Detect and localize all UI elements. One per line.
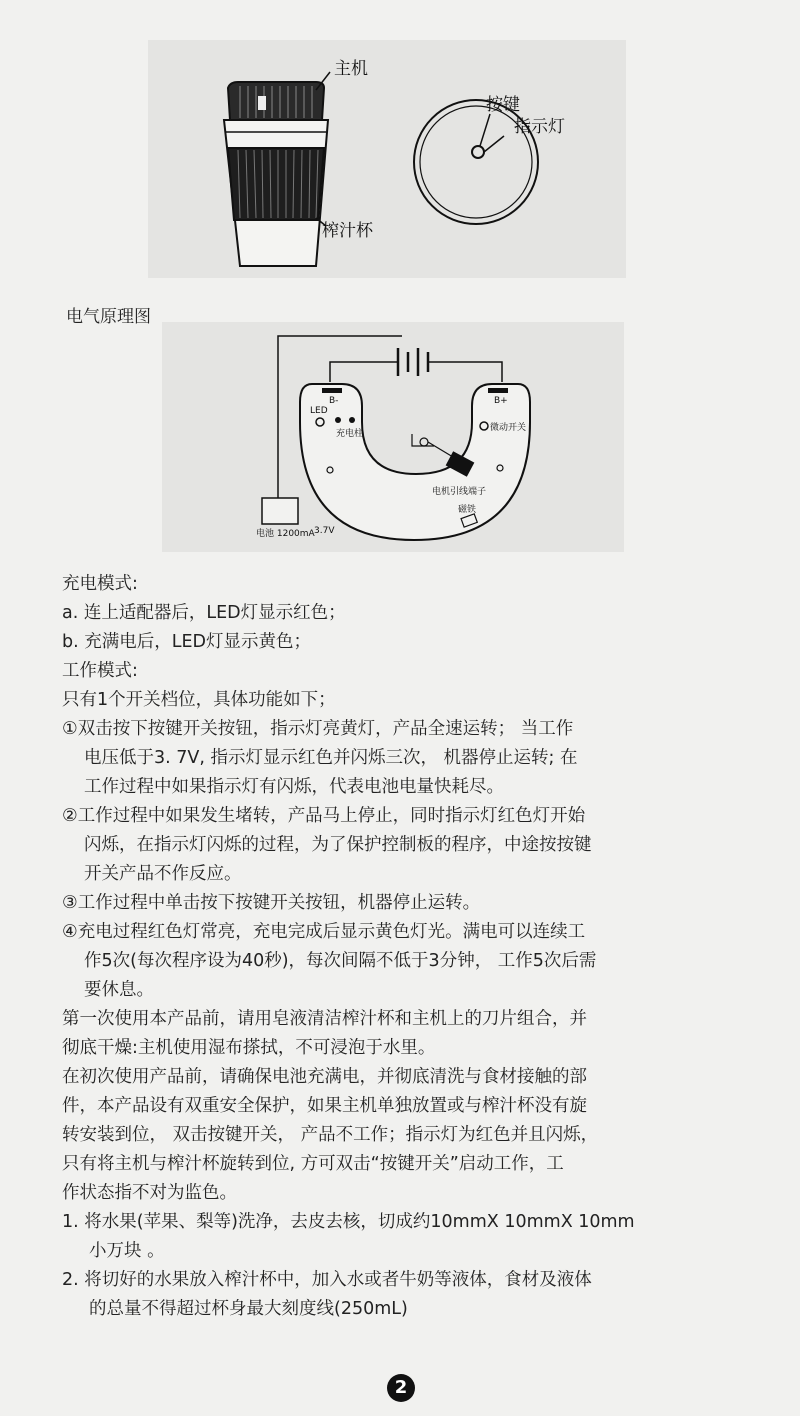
circuit-diagram [162, 322, 624, 552]
battery-label: 电池 1200mA [256, 529, 315, 539]
text-line: 只有将主机与榨汁杯旋转到位, 方可双击“按键开关”启动工作，工 [62, 1154, 564, 1174]
cup-label: 榨汁杯 [322, 221, 373, 241]
juicer-drawing [148, 40, 626, 278]
b-plus-label: B+ [494, 396, 508, 406]
text-line: 作5次(每次程序设为40秒)，每次间隔不低于3分钟， 工作5次后需 [84, 951, 597, 971]
instructions-text [62, 570, 742, 1324]
button-label: 按键 [486, 95, 520, 115]
text-line: b. 充满电后，LED灯显示黄色； [62, 632, 312, 652]
text-line: 1. 将水果(苹果、梨等)洗净，去皮去核，切成约10mmX 10mmX 10mm [62, 1212, 635, 1232]
text-line: 件，本产品设有双重安全保护，如果主机单独放置或与榨汁杯没有旋 [62, 1096, 587, 1116]
text-line: 作状态指不对为监色。 [62, 1183, 237, 1203]
product-illustration [148, 40, 626, 278]
circuit-drawing [162, 322, 624, 552]
text-line: ②工作过程中如果发生堵转，产品马上停止，同时指示灯红色灯开始 [62, 806, 586, 826]
text-line: 彻底干燥:主机使用湿布搽拭，不可浸泡于水里。 [62, 1038, 436, 1058]
text-line: 闪烁，在指示灯闪烁的过程，为了保护控制板的程序，中途按按键 [84, 835, 592, 855]
text-line: a. 连上适配器后，LED灯显示红色； [62, 603, 346, 623]
text-line: 小万块 。 [89, 1241, 165, 1261]
motor-terminal-label: 电机引线端子 [432, 487, 487, 497]
text-line: 开关产品不作反应。 [84, 864, 242, 884]
micro-switch-label: 微动开关 [490, 423, 527, 433]
led-label: LED [310, 406, 328, 416]
magnet-label: 磁铁 [458, 505, 477, 515]
voltage-label: 3.7V [314, 526, 335, 536]
text-line: 要休息。 [84, 980, 154, 1000]
text-line: 工作模式: [62, 661, 138, 681]
text-line: ③工作过程中单击按下按键开关按钮，机器停止运转。 [62, 893, 481, 913]
section-title: 电气原理图 [66, 307, 151, 327]
b-minus-label: B- [329, 396, 339, 406]
text-line: 的总量不得超过杯身最大刻度线(250mL) [89, 1299, 408, 1319]
text-line: 第一次使用本产品前，请用皂液清洁榨汁杯和主机上的刀片组合，并 [62, 1009, 587, 1029]
text-line: ④充电过程红色灯常亮，充电完成后显示黄色灯光。满电可以连续工 [62, 922, 586, 942]
text-line: 工作过程中如果指示灯有闪烁，代表电池电量快耗尽。 [84, 777, 504, 797]
text-line: 2. 将切好的水果放入榨汁杯中，加入水或者牛奶等液体，食材及液体 [62, 1270, 592, 1290]
text-line: 只有1个开关档位，具体功能如下； [62, 690, 336, 710]
host-label: 主机 [334, 59, 368, 79]
indicator-label: 指示灯 [514, 117, 565, 137]
text-line: ①双击按下按键开关按钮，指示灯亮黄灯，产品全速运转； 当工作 [62, 719, 574, 739]
page-number: 2 [387, 1374, 415, 1402]
charge-post-label: 充电柱 [336, 429, 364, 439]
text-line: 在初次使用产品前，请确保电池充满电，并彻底清洗与食材接触的部 [62, 1067, 587, 1087]
text-line: 电压低于3. 7V, 指示灯显示红色并闪烁三次， 机器停止运转; 在 [84, 748, 578, 768]
text-line: 转安装到位， 双击按键开关， 产品不工作；指示灯为红色并且闪烁， [62, 1125, 599, 1145]
text-line: 充电模式: [62, 574, 138, 594]
